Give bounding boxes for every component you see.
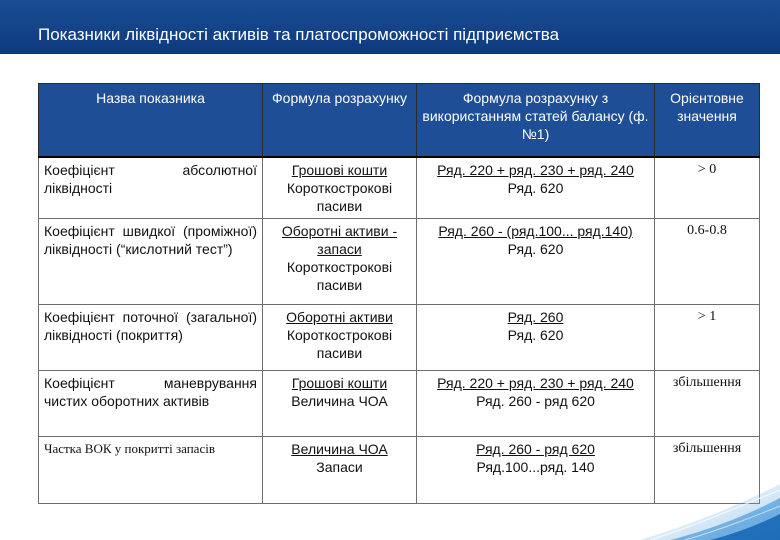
formula-cell xyxy=(263,219,417,305)
balance-formula-cell xyxy=(417,437,655,504)
balance-numerator: Ряд. 260 - ряд 620 xyxy=(476,441,595,457)
formula-denominator: Короткострокові пасиви xyxy=(286,327,393,361)
formula-denominator: Короткострокові пасиви xyxy=(286,259,393,293)
formula-denominator: Запаси xyxy=(316,459,363,475)
formula-cell xyxy=(263,305,417,371)
table-row xyxy=(39,305,760,371)
table-row xyxy=(39,157,760,219)
formula-denominator: Величина ЧОА xyxy=(291,393,388,409)
formula-numerator: Грошові кошти xyxy=(291,375,388,391)
header-formula: Формула розрахунку xyxy=(263,84,417,158)
balance-numerator: Ряд. 220 + ряд. 230 + ряд. 240 xyxy=(437,375,634,391)
indicator-name: Коефіцієнт поточної (загальної) ліквідності (покриття) xyxy=(39,305,263,371)
formula-cell xyxy=(263,437,417,504)
balance-numerator: Ряд. 220 + ряд. 230 + ряд. 240 xyxy=(437,162,634,178)
table-header-row xyxy=(39,84,760,158)
balance-numerator: Ряд. 260 - (ряд.100... ряд.140) xyxy=(438,223,633,239)
indicator-name: Коефіцієнт маневрування чистих оборотних активів xyxy=(39,371,263,437)
balance-formula-cell xyxy=(417,371,655,437)
header-indicator-name: Назва показника xyxy=(39,84,263,158)
header-balance-formula: Формула розрахунку з використанням статей балансу (ф.№1) xyxy=(417,84,655,158)
balance-formula-cell xyxy=(417,219,655,305)
formula-numerator: Оборотні активи xyxy=(286,309,393,325)
table-row xyxy=(39,371,760,437)
table-row xyxy=(39,219,760,305)
reference-value: > 0 xyxy=(655,157,760,219)
balance-denominator: Ряд. 620 xyxy=(507,241,564,257)
balance-formula-cell xyxy=(417,157,655,219)
formula-numerator: Грошові кошти xyxy=(291,162,388,178)
balance-numerator: Ряд. 260 xyxy=(507,309,564,325)
balance-denominator: Ряд. 620 xyxy=(507,327,564,343)
indicator-name: Частка ВОК у покритті запасів xyxy=(39,437,263,504)
indicators-table xyxy=(38,83,760,504)
reference-value: 0.6-0.8 xyxy=(655,219,760,305)
formula-denominator: Короткострокові пасиви xyxy=(286,180,393,214)
reference-value: збільшення xyxy=(655,371,760,437)
slide-title: Показники ліквідності активів та платоспроможності підприємства xyxy=(38,25,560,44)
reference-value: збільшення xyxy=(655,437,760,504)
formula-cell xyxy=(263,157,417,219)
balance-denominator: Ряд. 260 - ряд 620 xyxy=(476,393,595,409)
formula-cell xyxy=(263,371,417,437)
balance-denominator: Ряд.100...ряд. 140 xyxy=(476,459,595,475)
corner-wave-decoration xyxy=(640,480,780,540)
indicator-name: Коефіцієнт швидкої (проміжної) ліквідності (“кислотний тест”) xyxy=(39,219,263,305)
formula-numerator: Величина ЧОА xyxy=(291,441,388,457)
formula-numerator: Оборотні активи - запаси xyxy=(281,223,398,257)
header-reference-value: Орієнтовне значення xyxy=(655,84,760,158)
reference-value: > 1 xyxy=(655,305,760,371)
balance-formula-cell xyxy=(417,305,655,371)
title-bar xyxy=(0,0,780,54)
balance-denominator: Ряд. 620 xyxy=(507,180,564,196)
indicator-name: Коефіцієнт абсолютної ліквідності xyxy=(39,157,263,219)
